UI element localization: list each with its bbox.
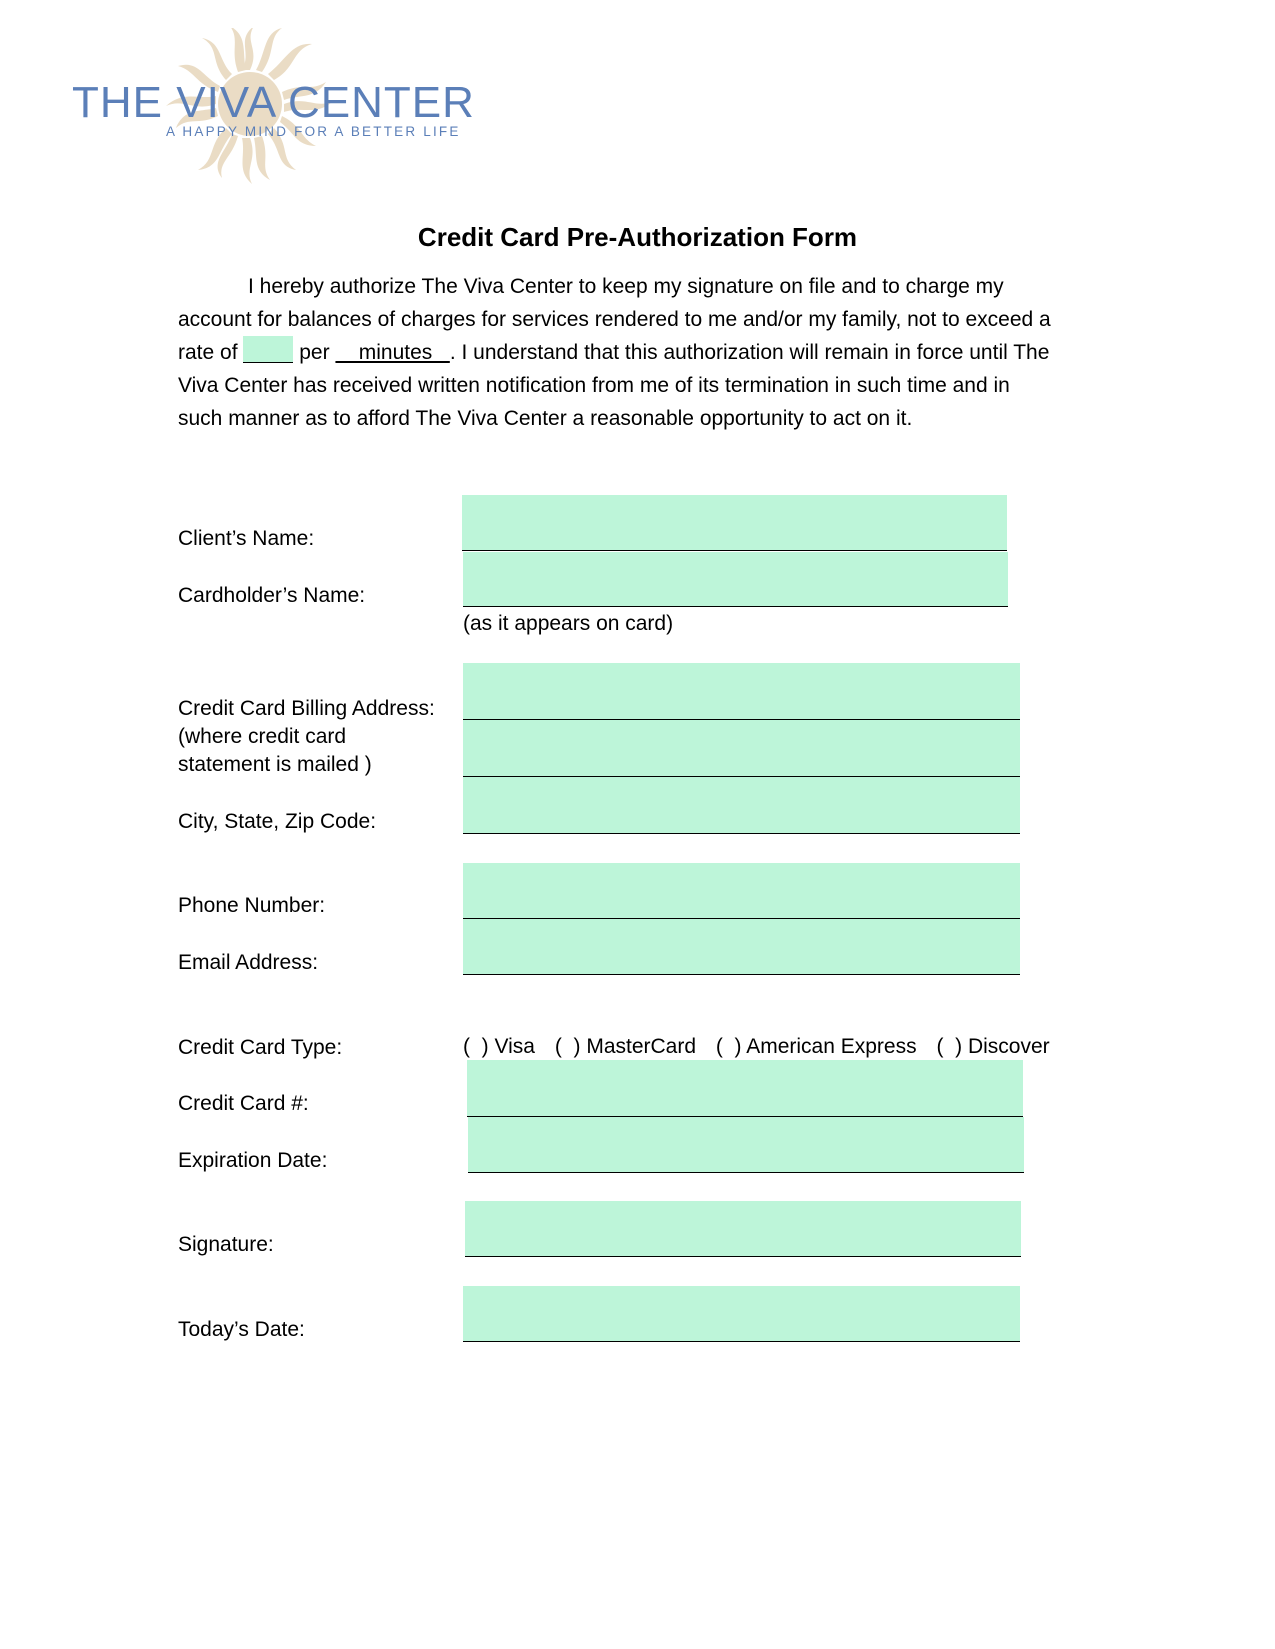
- expiration-date-field[interactable]: [468, 1117, 1024, 1173]
- phone-number-label: Phone Number:: [178, 894, 326, 917]
- card-type-option-visa[interactable]: [463, 1035, 535, 1059]
- logo-name: THE VIVA CENTER: [72, 78, 475, 127]
- email-address-field[interactable]: [463, 919, 1020, 975]
- card-type-option-discover[interactable]: [936, 1035, 1049, 1059]
- authorization-paragraph: [178, 270, 1058, 435]
- expiration-date-label: Expiration Date:: [178, 1149, 328, 1172]
- visa-label: Visa: [494, 1035, 535, 1058]
- billing-address-line2-field[interactable]: [463, 720, 1020, 777]
- cardholder-name-label: Cardholder’s Name:: [178, 584, 366, 607]
- discover-label: Discover: [967, 1035, 1050, 1058]
- todays-date-label: Today’s Date:: [178, 1318, 305, 1341]
- form-title: Credit Card Pre-Authorization Form: [417, 222, 858, 252]
- card-type-options: [463, 1035, 1064, 1059]
- card-number-field[interactable]: [467, 1060, 1023, 1117]
- radio-discover[interactable]: ( ): [936, 1035, 968, 1058]
- billing-address-sublabel-1: (where credit card: [178, 725, 347, 748]
- mastercard-label: MasterCard: [586, 1035, 697, 1058]
- todays-date-field[interactable]: [463, 1286, 1020, 1342]
- amex-label: American Express: [746, 1035, 917, 1058]
- card-number-label: Credit Card #:: [178, 1092, 309, 1115]
- email-address-label: Email Address:: [178, 951, 319, 974]
- radio-mastercard[interactable]: ( ): [554, 1035, 587, 1058]
- signature-label: Signature:: [178, 1233, 274, 1256]
- per-period-field[interactable]: minutes: [335, 341, 450, 364]
- authorization-text-start: I hereby authorize The Viva Center to keep my signature on file and to charge my account for balances of charges for services rendered to me and/or my family, not to exceed a rate of: [178, 275, 1051, 364]
- rate-field[interactable]: [243, 336, 293, 363]
- radio-amex[interactable]: ( ): [715, 1035, 747, 1058]
- viva-center-logo: [70, 28, 475, 188]
- client-name-field[interactable]: [462, 495, 1007, 551]
- phone-number-field[interactable]: [463, 863, 1020, 919]
- city-state-zip-label: City, State, Zip Code:: [178, 810, 377, 833]
- signature-field[interactable]: [465, 1201, 1021, 1257]
- card-type-label: Credit Card Type:: [178, 1036, 343, 1059]
- logo-tagline: A HAPPY MIND FOR A BETTER LIFE: [166, 124, 461, 139]
- billing-address-label: Credit Card Billing Address:: [178, 697, 435, 720]
- authorization-text-end: . I understand that this authorization will remain in force until The Viva Center has received written notification from me of its termination in such time and in such manner as to afford The Viva Center a reasonable opportunity to act on it.: [178, 341, 1050, 430]
- cardholder-name-field[interactable]: [463, 552, 1008, 607]
- billing-address-line1-field[interactable]: [463, 663, 1020, 720]
- card-type-option-amex[interactable]: [716, 1035, 917, 1059]
- client-name-label: Client’s Name:: [178, 527, 315, 550]
- radio-visa[interactable]: ( ): [463, 1035, 495, 1058]
- billing-address-sublabel-2: statement is mailed ): [178, 753, 372, 776]
- cardholder-name-note: (as it appears on card): [463, 612, 674, 635]
- per-text: per: [299, 341, 330, 364]
- city-state-zip-field[interactable]: [463, 777, 1020, 834]
- card-type-option-mastercard[interactable]: [555, 1035, 696, 1059]
